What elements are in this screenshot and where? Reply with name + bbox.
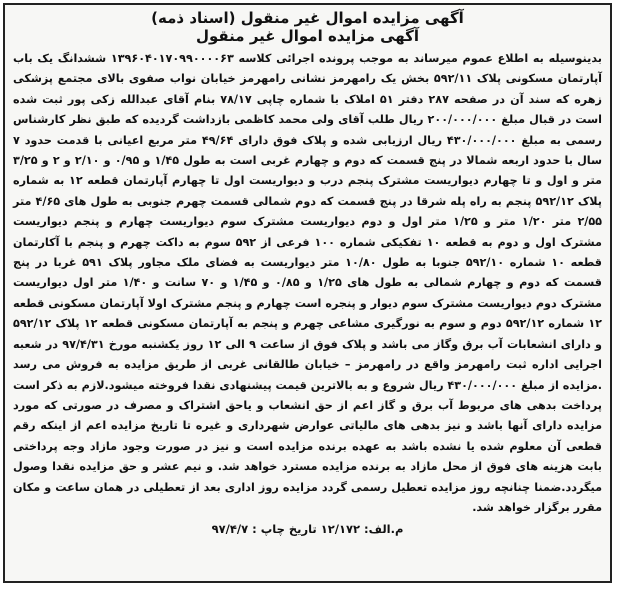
notice-subtitle: آگهی مزایده اموال غیر منقول — [195, 27, 420, 45]
notice-footer: م.الف: ۱۲/۱۷۲ تاریخ چاپ : ۹۷/۴/۷ — [211, 522, 404, 537]
auction-notice — [3, 3, 612, 583]
notice-title: آگهی مزایده اموال غیر منقول (اسناد ذمه) — [151, 9, 464, 27]
notice-body: بدینوسیله به اطلاع عموم میرساند به موجب پرونده اجرائی کلاسه ۱۳۹۶۰۴۰۱۷۰۹۹۰۰۰۰۶۳ ششدانگ یک باب آپارتمان مسکونی پلاک ۵۹۲/۱۱ بخش یک رامهرمز نشانی رامهرمز خیابان نواب صفوی بالای مجتمع پزشکی زهره که سند آن در صفحه ۲۸۷ دفتر ۵۱ املاک با شماره چاپی ۷۸/۱۷ بنام آقای عبدالله زکی پور ثبت شده است در قبال مبلغ ۲۰۰/۰۰۰/۰۰۰ ریال طلب آقای ولی محمد کاظمی بازداشت گردیده که طبق نظر کارشناس رسمی به مبلغ ۴۳۰/۰۰۰/۰۰۰ ریال ارزیابی شده و پلاک فوق دارای ۴۹/۶۴ متر مربع اعیانی با قدمت حدود ۷ سال با حدود اربعه شمالا در پنج قسمت که دوم و چهارم غربی است به طول ۱/۴۵ و ۰/۹۵ و ۲/۱۰ و ۲ و ۳/۲۵ متر و اول و تا چهارم دیواریست مشترک پنجم درب و دیواریست اول تا چهارم آپارتمان قطعه ۱۲ به شماره پلاک ۵۹۲/۱۲ پنجم به راه پله شرقا در پنج قسمت که دوم شمالی قسمت چهرم جنوبی به طول های ۴/۶۵ متر ۲/۵۵ متر ۱/۲۰ متر و ۱/۲۵ متر اول و دوم دیواریست مشترک سوم دیواریست چهارم و پنجم دیواریست مشترک اول و دوم به قطعه ۱۰ تفکیکی شماره ۱۰۰ فرعی از ۵۹۲ سوم به داکت چهرم و پنجم با آکارتمان قطعه ۱۰ شماره ۵۹۲/۱۰ جنوبا به طول ۱۰/۸۰ متر دیواریست به فضای ملک مجاور پلاک ۵۹۱ غربا در پنج قسمت که دوم و چهارم شمالی به طول های ۱/۲۵ و ۰/۸۵ و ۱/۴۵ و ۷۰ سانت و ۱/۴۰ متر اول دیواریست مشترک دوم دیواریست مشترک سوم دیوار و پنجره است چهارم و پنجم مشترک اولا آپارتمان مسکونی قطعه ۱۲ شماره ۵۹۲/۱۲ دوم و سوم به نورگیری مشاعی چهرم و پنجم به آپارتمان مسکونی قطعه ۱۲ پلاک ۵۹۲/۱۲ و دارای انشعابات آب برق وگاز می باشد و پلاک فوق از ساعت ۹ الی ۱۲ روز یکشنبه مورخ ۹۷/۴/۳۱ در شعبه اجرایی اداره ثبت رامهرمز واقع در رامهرمز – خیابان طالقانی غربی از طریق مزایده به فروش می رسد .مزایده از مبلغ ۴۳۰/۰۰۰/۰۰۰ ریال شروع و به بالاترین قیمت پیشنهادی نقدا فروخته میشود.لازم به ذکر است پرداخت بدهی های مربوط آب برق و گاز اعم از حق انشعاب و یاحق اشتراک و مصرف در صورتی که مورد مزایده دارای آنها باشد و نیز بدهی های مالیاتی عوارض شهرداری و غیره تا تاریخ مزایده اعم از اینکه رقم قطعی آن معلوم شده یا نشده باشد به عهده برنده مزایده است و نیز در صورت وجود مازاد وجه پرداختی بابت هزینه های فوق از محل مازاد به برنده مزایده مسترد خواهد شد. و نیم عشر و حق مزایده نقدا وصول میگردد.ضمنا چنانچه روز مزایده تعطیل رسمی گردد مزایده روز اداری بعد از تعطیلی در همان ساعت و مکان مقرر برگزار خواهد شد. — [13, 52, 603, 514]
